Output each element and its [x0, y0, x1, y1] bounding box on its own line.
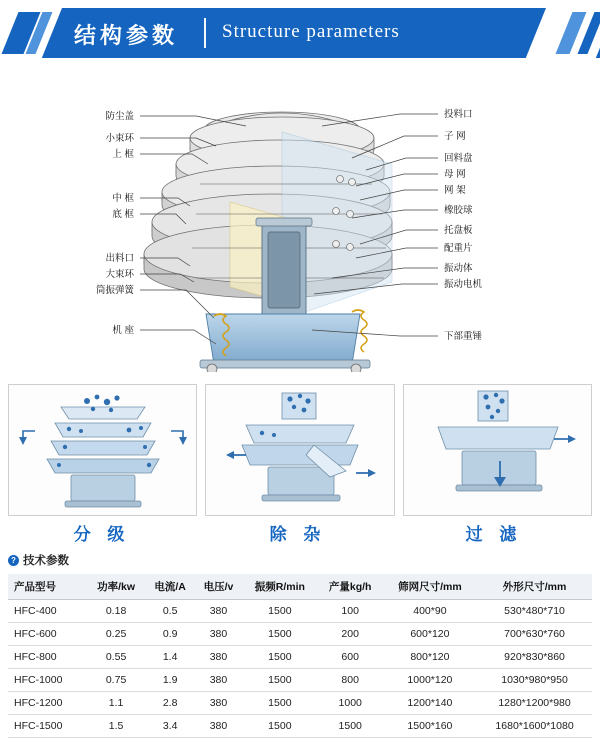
svg-text:底 框: 底 框 [112, 209, 134, 220]
cell-capacity: 800 [318, 669, 383, 692]
cell-mesh-size: 1200*140 [383, 692, 477, 715]
panel-impurity-removal [205, 384, 394, 516]
right-label-group [444, 108, 483, 342]
svg-text:出料口: 出料口 [105, 253, 134, 264]
cell-current: 1.4 [145, 646, 195, 669]
cell-current: 0.9 [145, 623, 195, 646]
cell-dimensions: 530*480*710 [477, 600, 592, 623]
panel-captions [8, 520, 592, 550]
table-row [8, 646, 592, 669]
col-frequency: 振频R/min [242, 574, 318, 600]
cell-model: HFC-400 [8, 600, 87, 623]
table-row [8, 715, 592, 738]
table-header-row [8, 574, 592, 600]
cell-model: HFC-600 [8, 623, 87, 646]
cell-voltage: 380 [195, 600, 242, 623]
table-row [8, 600, 592, 623]
cell-mesh-size: 1000*120 [383, 669, 477, 692]
caption-filtration: 过 滤 [465, 525, 523, 544]
panel-grading [8, 384, 197, 516]
svg-text:筒振弹簧: 筒振弹簧 [95, 285, 134, 296]
cell-mesh-size: 1500*160 [383, 715, 477, 738]
cell-power: 0.55 [87, 646, 146, 669]
cell-frequency: 1500 [242, 715, 318, 738]
svg-text:中 框: 中 框 [112, 193, 134, 204]
svg-text:配重片: 配重片 [444, 243, 473, 254]
svg-text:回料盘: 回料盘 [444, 153, 473, 164]
application-panels [8, 384, 592, 514]
cell-capacity: 1000 [318, 692, 383, 715]
cell-current: 2.8 [145, 692, 195, 715]
table-row [8, 623, 592, 646]
tech-params-heading-label: 技术参数 [23, 555, 69, 567]
cell-frequency: 1500 [242, 600, 318, 623]
banner-divider [204, 18, 206, 48]
question-icon: ? [8, 555, 19, 566]
col-power: 功率/kw [87, 574, 146, 600]
cell-frequency: 1500 [242, 623, 318, 646]
cell-current: 1.9 [145, 669, 195, 692]
svg-text:子 网: 子 网 [444, 131, 466, 142]
cell-model: HFC-800 [8, 646, 87, 669]
cell-capacity: 100 [318, 600, 383, 623]
cell-model: HFC-1200 [8, 692, 87, 715]
cell-capacity: 200 [318, 623, 383, 646]
col-voltage: 电压/v [195, 574, 242, 600]
svg-text:小束环: 小束环 [105, 133, 134, 144]
cell-mesh-size: 600*120 [383, 623, 477, 646]
structure-diagram [0, 72, 600, 372]
cell-voltage: 380 [195, 715, 242, 738]
banner-title-english: Structure parameters [222, 21, 400, 42]
page-header-banner [0, 8, 600, 58]
cell-frequency: 1500 [242, 669, 318, 692]
svg-text:托盘板: 托盘板 [444, 225, 473, 236]
cell-dimensions: 1030*980*950 [477, 669, 592, 692]
panel-filtration [403, 384, 592, 516]
caption-impurity-removal: 除 杂 [269, 525, 327, 544]
tech-params-heading [8, 552, 69, 568]
cell-dimensions: 920*830*860 [477, 646, 592, 669]
svg-text:大束环: 大束环 [105, 269, 134, 280]
cell-current: 0.5 [145, 600, 195, 623]
cell-dimensions: 700*630*760 [477, 623, 592, 646]
cell-capacity: 1500 [318, 715, 383, 738]
svg-text:网 架: 网 架 [444, 185, 466, 196]
cell-voltage: 380 [195, 692, 242, 715]
col-mesh-size: 筛网尺寸/mm [383, 574, 477, 600]
svg-text:防尘盖: 防尘盖 [105, 111, 134, 122]
cell-frequency: 1500 [242, 692, 318, 715]
svg-text:机 座: 机 座 [112, 325, 134, 336]
cell-power: 1.1 [87, 692, 146, 715]
svg-text:振动电机: 振动电机 [444, 279, 483, 290]
caption-grading: 分 级 [73, 525, 131, 544]
cell-power: 0.25 [87, 623, 146, 646]
left-label-group [96, 110, 135, 336]
cell-voltage: 380 [195, 646, 242, 669]
table-row [8, 669, 592, 692]
cell-model: HFC-1000 [8, 669, 87, 692]
cell-mesh-size: 800*120 [383, 646, 477, 669]
svg-text:橡胶球: 橡胶球 [444, 205, 473, 216]
col-capacity: 产量kg/h [318, 574, 383, 600]
table-row [8, 692, 592, 715]
svg-text:投料口: 投料口 [444, 109, 473, 120]
svg-text:母 网: 母 网 [444, 169, 466, 180]
cell-voltage: 380 [195, 623, 242, 646]
svg-text:上 框: 上 框 [112, 149, 134, 160]
tech-params-table [8, 574, 592, 738]
col-current: 电流/A [145, 574, 195, 600]
svg-text:下部重锤: 下部重锤 [444, 331, 483, 342]
cell-frequency: 1500 [242, 646, 318, 669]
cell-dimensions: 1280*1200*980 [477, 692, 592, 715]
cell-mesh-size: 400*90 [383, 600, 477, 623]
cell-model: HFC-1500 [8, 715, 87, 738]
cell-dimensions: 1680*1600*1080 [477, 715, 592, 738]
cell-power: 0.75 [87, 669, 146, 692]
cell-power: 0.18 [87, 600, 146, 623]
cell-voltage: 380 [195, 669, 242, 692]
cell-power: 1.5 [87, 715, 146, 738]
cell-capacity: 600 [318, 646, 383, 669]
col-model: 产品型号 [8, 574, 87, 600]
svg-text:振动体: 振动体 [444, 263, 473, 274]
cell-current: 3.4 [145, 715, 195, 738]
col-dimensions: 外形尺寸/mm [477, 574, 592, 600]
banner-title-chinese: 结构参数 [74, 23, 179, 48]
